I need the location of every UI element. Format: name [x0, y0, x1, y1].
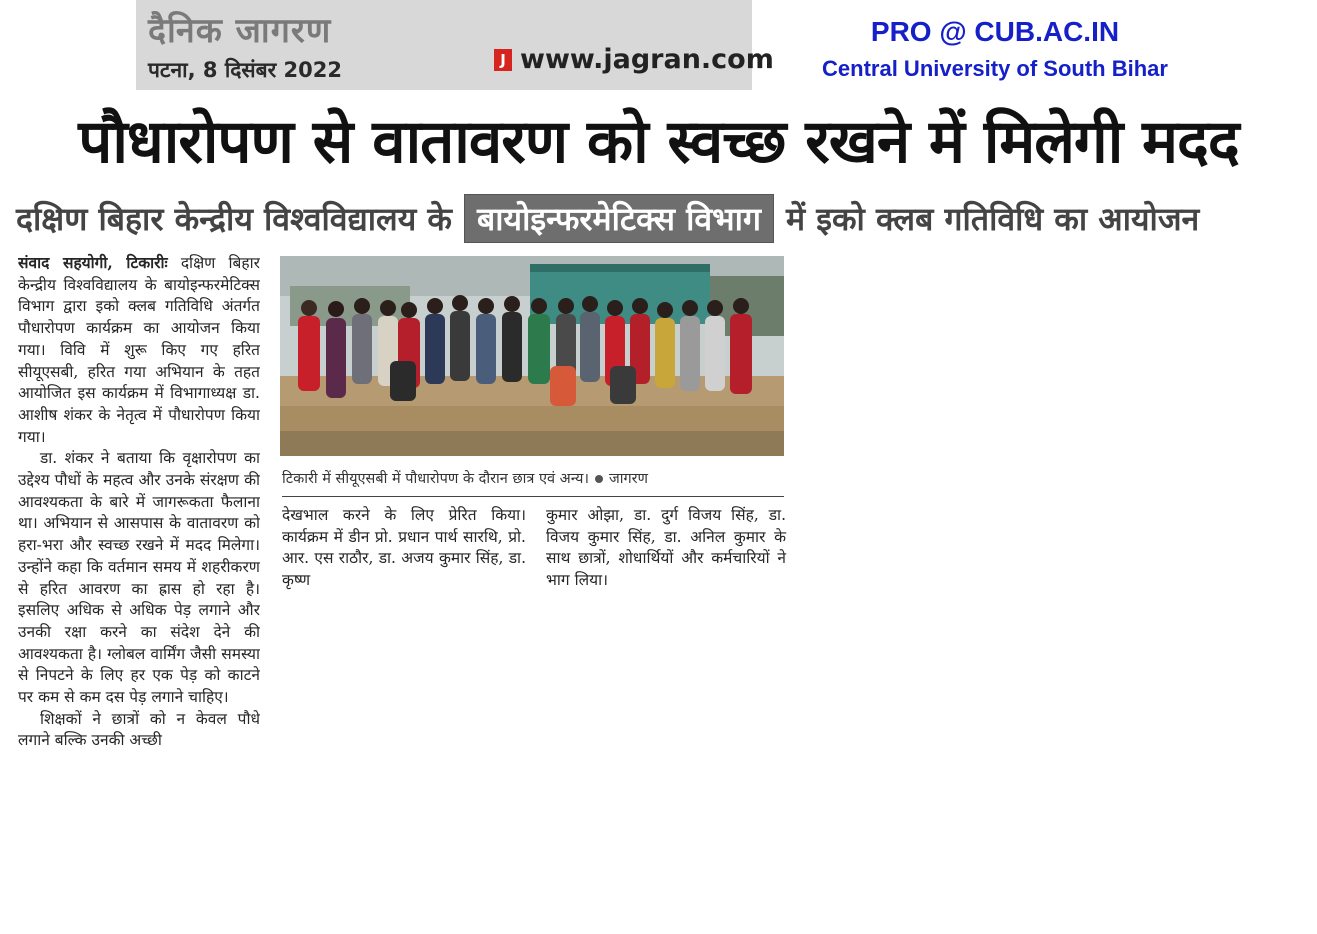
bullet-icon [595, 475, 603, 483]
subhead-highlight: बायोइन्फरमेटिक्स विभाग [464, 194, 774, 243]
paragraph-1-text: दक्षिण बिहार केन्द्रीय विश्वविद्यालय के बायोइन्फरमेटिक्स विभाग द्वारा इको क्लब गतिविधि अंतर्गत पौधारोपण कार्यक्रम का आयोजन किया गया। विवि में शुरू किए गए हरित सीयूएसबी, हरित गया अभियान के तहत आयोजित इस कार्यक्रम में विभागाध्यक्ष डा. आशीष शंकर के नेतृत्व में पौधारोपण किया गया। [18, 254, 260, 446]
group-photo [280, 256, 784, 456]
article-column-middle [282, 505, 526, 592]
university-name: Central University of South Bihar [822, 56, 1168, 81]
website-label: www.jagran.com [520, 44, 774, 75]
paragraph-3: शिक्षकों ने छात्रों को न केवल पौधे लगाने बल्कि उनकी अच्छी [18, 709, 260, 750]
headline: पौधारोपण से वातावरण को स्वच्छ रखने में मिलेगी मदद [78, 107, 1239, 177]
caption-text: टिकारी में सीयूएसबी में पौधारोपण के दौरान छात्र एवं अन्य। [282, 471, 589, 487]
newspaper-logo: दैनिक जागरण [148, 11, 332, 51]
website-url [494, 44, 774, 75]
jagran-j-icon: J [494, 49, 512, 71]
photo-caption [282, 468, 782, 488]
photo-illustration [280, 256, 784, 456]
dateline: पटना, 8 दिसंबर 2022 [148, 58, 342, 82]
caption-credit: जागरण [608, 471, 649, 487]
caption-divider [282, 496, 784, 497]
paragraph-right: कुमार ओझा, डा. दुर्ग विजय सिंह, डा. विजय कुमार सिंह, डा. अनिल कुमार के साथ छात्रों, शोधार्थियों और कर्मचारियों ने भाग लिया। [546, 506, 786, 590]
subhead-part-1: दक्षिण बिहार केन्द्रीय विश्वविद्यालय के [16, 199, 452, 238]
paragraph-1 [18, 252, 260, 448]
subheadline [16, 190, 1306, 246]
paragraph-2: डा. शंकर ने बताया कि वृक्षारोपण का उद्देश्य पौधों के महत्व और उनके संरक्षण की आवश्यकता के बारे में जागरूकता फैलाना था। अभियान से आसपास के वातावरण को हरा-भरा और स्वच्छ रखने में मदद मिलेगा। उन्होंने कहा कि वर्तमान समय में शहरीकरण से हरित आवरण का ह्रास हो रहा है। इसलिए अधिक से अधिक पेड़ लगाने और उनकी रक्षा करने का संदेश देने की आवश्यकता है। ग्लोबल वार्मिंग जैसी समस्या से निपटने के लिए हर एक पेड़ को काटने पर कम से कम दस पेड़ लगाने चाहिए। [18, 449, 260, 707]
subhead-part-2: में इको क्लब गतिविधि का आयोजन [785, 199, 1200, 238]
article-column-left [18, 252, 260, 932]
paragraph-mid: देखभाल करने के लिए प्रेरित किया। कार्यक्रम में डीन प्रो. प्रधान पार्थ सारथि, प्रो. आर. एस राठौर, डा. अजय कुमार सिंह, डा. कृष्ण [282, 506, 526, 590]
byline: संवाद सहयोगी, टिकारीः [18, 253, 168, 272]
pro-email: PRO @ CUB.AC.IN [870, 16, 1120, 47]
masthead [136, 0, 774, 90]
article-column-right [546, 505, 786, 592]
